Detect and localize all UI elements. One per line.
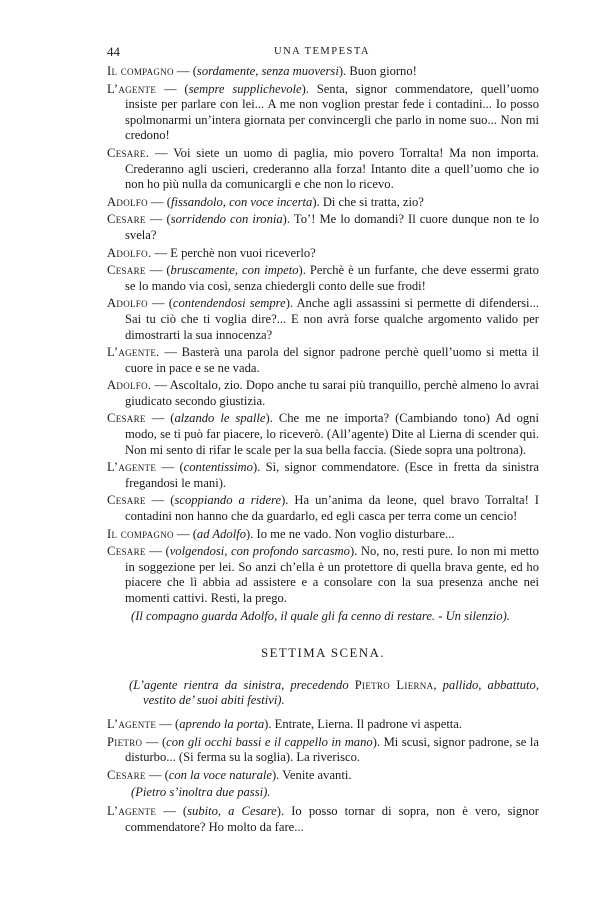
- speech-text: Che me ne importa? (Cambiando tono) Ad ogni modo, se ti può far piacere, lo riceverò. (All’agente) Dite al Lierna di scender qui. Non mi sento di rifar le scale per la sua bella faccia. (Siede sopra una poltrona).: [125, 411, 539, 457]
- stage-note: sempre supplichevole: [188, 81, 302, 96]
- speaker-name: Il compagno: [107, 526, 174, 541]
- speaker-name: Cesare: [107, 544, 146, 559]
- stage-note: con la voce naturale: [168, 767, 272, 782]
- dialogue-line: Pietro — (con gli occhi bassi e il cappello in mano). Mi scusi, signor padrone, se la disturbo... (Si ferma su la soglia). La riverisco.: [107, 734, 539, 765]
- dialogue-line: Adolfo. — Ascoltalo, zio. Dopo anche tu sarai più tranquillo, perchè almeno lo avrai giudicato secondo giustizia.: [107, 378, 539, 408]
- dialogue-line: L’agente — (aprendo la porta). Entrate, Lierna. Il padrone vi aspetta.: [107, 716, 463, 731]
- speaker-name: Cesare: [107, 212, 146, 227]
- stage-note: sordamente, senza muoversi: [196, 64, 339, 78]
- speech-text: Io posso tornar di sopra, non è vero, signor commendatore? Ho molto da fare...: [125, 803, 540, 834]
- speaker-name: Cesare.: [107, 145, 150, 160]
- stage-note: bruscamente, con impeto: [170, 263, 299, 278]
- speech-text: Di che si tratta, zio?: [322, 194, 424, 209]
- speech-text: Senta, signor commendatore, quell’uomo insiste per parlare con lei... A me non voglion prestar fede i contadini... Io posso spolmonarmi un’intera giornata per convincergli che parlo in nome suo... Non mi credono!: [125, 81, 539, 143]
- stage-note: fissandolo, con voce incerta: [171, 194, 313, 209]
- speech-text: Sì, signor commendatore. (Esce in fretta da sinistra fregandosi le mani).: [125, 460, 539, 490]
- scene-intro-character: Pietro Lierna: [354, 677, 434, 692]
- stage-note: subito, a Cesare: [187, 803, 277, 818]
- stage-note: volgendosi, con profondo sarcasmo: [169, 544, 350, 559]
- speech-text: Voi siete un uomo di paglia, mio povero Torralta! Ma non importa. Crederanno agli uscieri, crederanno alla forza! Intanto dite a quell’uomo che io non ho più nulla da comunicargli e che non lo ricevo.: [125, 145, 539, 192]
- speaker-name: Adolfo: [107, 296, 148, 311]
- speech-text: Ha un’anima da leone, quel bravo Torralta! I contadini non hanno che da guardarlo, ed egli casca per terra come un cencio!: [125, 493, 539, 524]
- speech-text: Entrate, Lierna. Il padrone vi aspetta.: [274, 716, 463, 731]
- speaker-name: L’agente: [107, 81, 157, 96]
- dialogue-line: L’agente — (contentissimo). Sì, signor commendatore. (Esce in fretta da sinistra fregandosi le mani).: [107, 460, 539, 490]
- speech-text: Basterà una parola del signor padrone perchè quell’uomo si metta il cuore in pace e se ne vada.: [125, 345, 539, 375]
- speaker-name: Pietro: [107, 734, 143, 749]
- speaker-name: L’agente: [107, 716, 157, 731]
- dialogue-line: L’agente. — Basterà una parola del signor padrone perchè quell’uomo si metta il cuore in pace e se ne vada.: [107, 345, 539, 375]
- speech-text: Io me ne vado. Non voglio disturbare...: [256, 526, 455, 541]
- speech-text: No, no, resti pure. Io non mi metto in soggezione per lei. So anzi ch’ella è un protettore di quella brava gente, ed ho piacere che lì abbia ad assistere e a consolare con la sua presenza anche nei momenti cattivi. Resti, la prego.: [125, 544, 539, 605]
- speech-text: Mi scusi, signor padrone, se la disturbo... (Si ferma su la soglia). La riverisco.: [125, 734, 539, 765]
- speaker-name: Cesare: [107, 411, 146, 426]
- speech-text: Venite avanti.: [282, 767, 352, 782]
- speech-text: Ascoltalo, zio. Dopo anche tu sarai più tranquillo, perchè almeno lo avrai giudicato secondo giustizia.: [125, 378, 539, 408]
- speaker-name: Adolfo.: [107, 378, 152, 393]
- dialogue-line: Cesare. — Voi siete un uomo di paglia, mio povero Torralta! Ma non importa. Crederanno agli uscieri, crederanno alla forza! Intanto dite a quell’uomo che io non ho più nulla da comunicargli e che non lo ricevo.: [107, 145, 539, 192]
- speaker-name: Cesare: [107, 493, 146, 508]
- speech-text: To’! Me lo domandi? Il cuore dunque non te lo svela?: [125, 212, 539, 242]
- scene-intro-text: (L’agente rientra da sinistra, precedendo: [129, 677, 349, 692]
- dialogue-line: L’agente — (sempre supplichevole). Senta, signor commendatore, quell’uomo insiste per parlare con lei... A me non voglion prestar fede i contadini... Io posso spolmonarmi un’intera giornata per convincergli che parlo in nome suo... Non mi credono!: [107, 81, 539, 143]
- scene-intro: [107, 678, 539, 709]
- speaker-name: L’agente: [107, 803, 157, 818]
- scene-intro-text-end: , pallido, abbattuto, vestito de’ suoi abiti festivi).: [143, 677, 539, 708]
- speech-text: Anche agli assassini si permette di difendersi... Sai tu ciò che ti voglia dire?... E non avrà forse qualche argomento valido per dimostrarti la sua innocenza?: [125, 296, 539, 342]
- stage-note: contentissimo: [183, 460, 253, 475]
- play-text: [107, 64, 539, 837]
- dialogue-line: Cesare — (alzando le spalle). Che me ne importa? (Cambiando tono) Ad ogni modo, se ti può far piacere, lo riceverò. (All’agente) Dite al Lierna di scender qui. Non mi sento di rifar le scale per la sua bella faccia. (Siede sopra una poltrona).: [107, 411, 539, 457]
- scene-title: SETTIMA SCENA.: [260, 646, 386, 661]
- stage-note: aprendo la porta: [179, 716, 265, 731]
- stage-note: scoppiando a ridere: [174, 493, 282, 508]
- speaker-name: Adolfo.: [107, 245, 152, 260]
- speaker-name: L’agente.: [107, 345, 160, 360]
- dialogue-line: L’agente — (subito, a Cesare). Io posso tornar di sopra, non è vero, signor commendatore? Ho molto da fare...: [107, 803, 540, 834]
- speech-text: Buon giorno!: [349, 64, 417, 78]
- dialogue-line: Il compagno — (ad Adolfo). Io me ne vado. Non voglio disturbare...: [107, 526, 455, 541]
- speaker-name: Il compagno: [107, 64, 174, 78]
- dialogue-block-1: [107, 64, 539, 607]
- stage-note: ad Adolfo: [196, 526, 247, 541]
- speaker-name: Cesare: [107, 767, 146, 782]
- speech-text: E perchè non vuoi riceverlo?: [170, 245, 316, 260]
- stage-note: contendendosi sempre: [172, 296, 286, 311]
- dialogue-line: Adolfo — (contendendosi sempre). Anche agli assassini si permette di difendersi... Sai tu ciò che ti voglia dire?... E non avrà forse qualche argomento valido per dimostrarti la sua innocenza?: [107, 296, 539, 342]
- stage-note: con gli occhi bassi e il cappello in mano: [166, 734, 373, 749]
- dialogue-line: Il compagno — (sordamente, senza muoversi). Buon giorno!: [107, 64, 417, 78]
- dialogue-line: Cesare — (scoppiando a ridere). Ha un’anima da leone, quel bravo Torralta! I contadini non hanno che da guardarlo, ed egli casca per terra come un cencio!: [107, 493, 539, 524]
- dialogue-line: Adolfo. — E perchè non vuoi riceverlo?: [107, 245, 316, 260]
- running-title: UNA TEMPESTA: [273, 46, 371, 57]
- dialogue-line: Cesare — (con la voce naturale). Venite avanti.: [107, 767, 352, 782]
- speaker-name: L’agente: [107, 460, 157, 475]
- dialogue-block-2: [107, 717, 539, 783]
- running-header: [107, 44, 537, 60]
- speaker-name: Adolfo: [107, 194, 148, 209]
- page-number: 44: [107, 44, 120, 59]
- dialogue-block-3: [107, 804, 539, 835]
- stage-direction: (Pietro s’inoltra due passi).: [131, 785, 271, 800]
- stage-direction: (Il compagno guarda Adolfo, il quale gli fa cenno di restare. - Un silenzio).: [131, 608, 510, 623]
- dialogue-line: Cesare — (sorridendo con ironia). To’! Me lo domandi? Il cuore dunque non te lo svela?: [107, 212, 539, 242]
- stage-note: alzando le spalle: [174, 411, 266, 426]
- stage-note: sorridendo con ironia: [170, 212, 283, 227]
- dialogue-line: Adolfo — (fissandolo, con voce incerta). Di che si tratta, zio?: [107, 194, 424, 209]
- speaker-name: Cesare: [107, 263, 146, 278]
- dialogue-line: Cesare — (bruscamente, con impeto). Perchè è un furfante, che deve essermi grato se lo mando via così, senza chiedergli conto delle sue frodi!: [107, 263, 539, 293]
- dialogue-line: Cesare — (volgendosi, con profondo sarcasmo). No, no, resti pure. Io non mi metto in soggezione per lei. So anzi ch’ella è un protettore di quella brava gente, ed ho piacere che lì abbia ad assistere e a consolare con la sua presenza anche nei momenti cattivi. Resti, la prego.: [107, 544, 539, 605]
- speech-text: Perchè è un furfante, che deve essermi grato se lo mando via così, senza chiedergli conto delle sue frodi!: [125, 263, 539, 293]
